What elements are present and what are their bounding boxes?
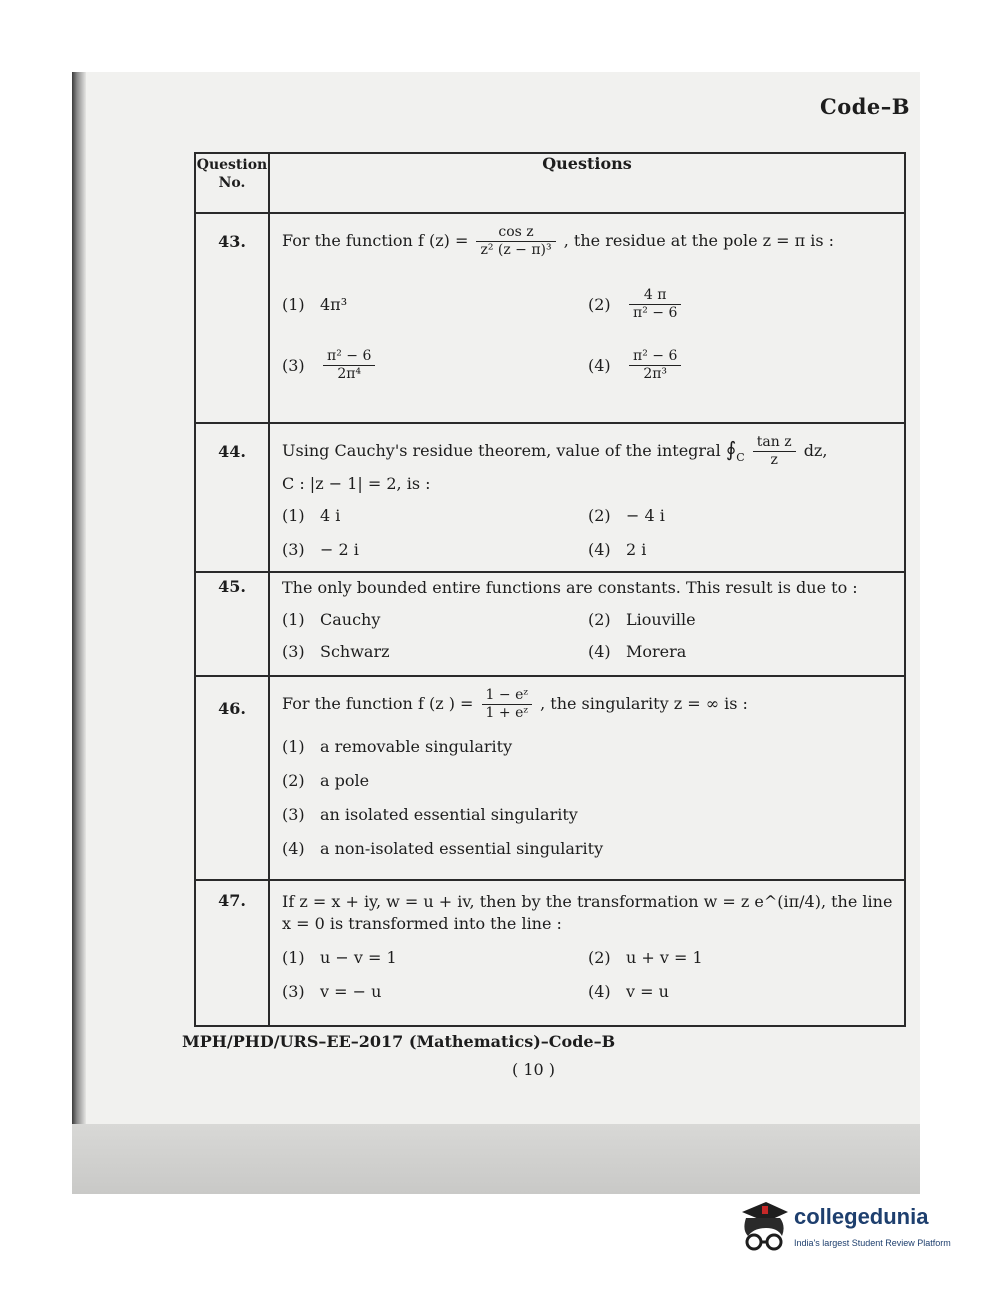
question-text-end: , the residue at the pole z = π is : [563, 231, 835, 250]
option-number: (1) [282, 736, 305, 756]
question-text-start: For the function f (z) = [282, 231, 469, 250]
option-3 [282, 977, 588, 1005]
option-text: 2 i [626, 539, 647, 559]
question-number: 44. [195, 423, 269, 572]
option-number: (2) [588, 609, 611, 629]
option-number: (3) [282, 356, 305, 375]
fraction [323, 348, 375, 383]
fraction-denominator: z² (z − π)³ [480, 242, 552, 258]
option-1 [282, 287, 588, 322]
option-number: (2) [282, 770, 305, 790]
paper-code: Code–B [819, 94, 910, 119]
options [282, 732, 894, 862]
question-row-47 [195, 880, 905, 1026]
question-text [282, 687, 894, 722]
question-row-45 [195, 572, 905, 676]
fraction-denominator: 2π³ [643, 366, 668, 382]
fraction-denominator: 1 + eᶻ [485, 705, 528, 721]
question-row-43 [195, 213, 905, 423]
option-number: (4) [588, 641, 611, 661]
fraction [629, 348, 681, 383]
collegedunia-logo-icon [736, 1198, 790, 1256]
fraction-denominator: π² − 6 [633, 305, 678, 321]
option-text: a removable singularity [320, 736, 513, 756]
option-text: Liouville [626, 609, 696, 629]
option-text: u − v = 1 [320, 947, 397, 967]
question-text-line2: C : |z − 1| = 2, is : [282, 474, 431, 493]
fraction-denominator: 2π⁴ [337, 366, 362, 382]
option-text: a pole [320, 770, 370, 790]
option-number: (3) [282, 804, 305, 824]
option-1 [282, 732, 894, 760]
brand-watermark[interactable] [736, 1198, 966, 1260]
option-4 [588, 348, 894, 383]
option-text: v = u [626, 981, 669, 1001]
contour-integral-sign: $∮_C$ [725, 437, 745, 464]
option-text: 4π³ [320, 295, 348, 314]
option-1 [282, 605, 588, 633]
fraction [753, 434, 796, 469]
option-number: (4) [282, 838, 305, 858]
option-4 [588, 535, 894, 563]
option-text: Cauchy [320, 609, 381, 629]
option-3 [282, 535, 588, 563]
option-1 [282, 943, 588, 971]
question-text-end: , the singularity z = ∞ is : [540, 694, 748, 713]
question-number: 47. [195, 880, 269, 1026]
option-2 [588, 501, 894, 529]
option-text: a non-isolated essential singularity [320, 838, 604, 858]
option-text: v = − u [320, 981, 382, 1001]
fraction [476, 224, 555, 259]
option-number: (3) [282, 539, 305, 559]
option-number: (2) [588, 295, 611, 314]
option-number: (1) [282, 947, 305, 967]
fraction-numerator: cos z [476, 224, 555, 242]
option-2 [588, 605, 894, 633]
page-number: ( 10 ) [512, 1060, 556, 1079]
option-text: u + v = 1 [626, 947, 703, 967]
option-text: an isolated essential singularity [320, 804, 578, 824]
option-number: (3) [282, 641, 305, 661]
option-text: − 2 i [320, 539, 359, 559]
brand-name: collegedunia [794, 1204, 929, 1229]
option-2 [588, 287, 894, 322]
question-text: The only bounded entire functions are constants. This result is due to : [282, 578, 858, 597]
fraction-numerator: π² − 6 [323, 348, 375, 366]
options [282, 287, 894, 383]
option-2 [588, 943, 894, 971]
scan-edge [72, 72, 86, 1194]
fraction-numerator: tan z [753, 434, 796, 452]
footer-paper-code: MPH/PHD/URS–EE–2017 (Mathematics)–Code–B [182, 1032, 616, 1051]
brand-tagline: India's largest Student Review Platform [794, 1238, 951, 1248]
question-text-end: dz, [803, 441, 828, 460]
option-1 [282, 501, 588, 529]
option-4 [588, 637, 894, 665]
option-text: − 4 i [626, 505, 665, 525]
table-header-row [195, 153, 905, 213]
option-3 [282, 800, 894, 828]
option-number: (2) [588, 947, 611, 967]
question-text [282, 224, 894, 259]
option-3 [282, 637, 588, 665]
options [282, 605, 894, 665]
question-row-44 [195, 423, 905, 572]
option-number: (4) [588, 539, 611, 559]
question-body [269, 423, 905, 572]
option-number: (1) [282, 295, 305, 314]
question-text: If z = x + iy, w = u + iv, then by the transformation w = z e^(iπ/4), the line x = 0 is transformed into the line : [282, 892, 893, 933]
scanned-page [72, 72, 920, 1194]
option-3 [282, 348, 588, 383]
option-number: (3) [282, 981, 305, 1001]
question-body [269, 213, 905, 423]
fraction-numerator: 1 − eᶻ [482, 687, 532, 705]
question-body [269, 676, 905, 880]
option-2 [282, 766, 894, 794]
option-text: Morera [626, 641, 687, 661]
question-body [269, 572, 905, 676]
option-number: (1) [282, 505, 305, 525]
question-number: 45. [195, 572, 269, 676]
question-number: 46. [195, 676, 269, 880]
question-text [282, 434, 894, 471]
questions-table [194, 152, 906, 1027]
option-number: (4) [588, 356, 611, 375]
fraction-numerator: π² − 6 [629, 348, 681, 366]
option-number: (4) [588, 981, 611, 1001]
question-text-start: For the function f (z ) = [282, 694, 474, 713]
fraction-denominator: z [770, 452, 778, 468]
option-text: 4 i [320, 505, 341, 525]
col-header-questions: Questions [269, 153, 905, 213]
question-number: 43. [195, 213, 269, 423]
scan-bottom-strip [72, 1124, 920, 1194]
question-body [269, 880, 905, 1026]
option-number: (2) [588, 505, 611, 525]
option-text: Schwarz [320, 641, 390, 661]
option-4 [282, 834, 894, 862]
fraction-numerator: 4 π [629, 287, 681, 305]
options [282, 501, 894, 563]
option-4 [588, 977, 894, 1005]
question-row-46 [195, 676, 905, 880]
fraction [482, 687, 532, 722]
col-header-question-no: Question No. [195, 153, 269, 213]
option-number: (1) [282, 609, 305, 629]
options [282, 943, 894, 1005]
question-text-start: Using Cauchy's residue theorem, value of the integral [282, 441, 721, 460]
fraction [629, 287, 681, 322]
